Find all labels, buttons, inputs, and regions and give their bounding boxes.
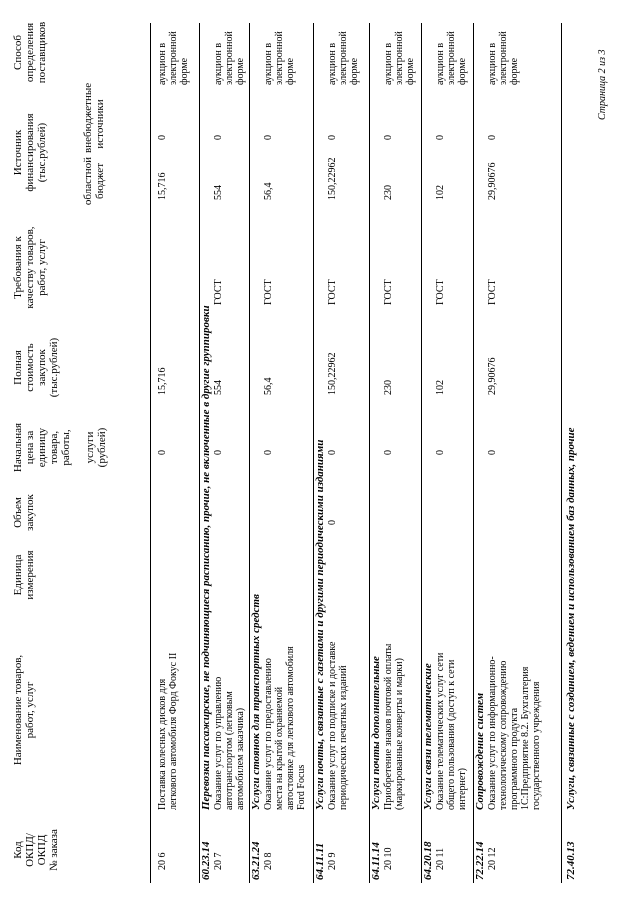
row-name	[383, 644, 405, 810]
row-price: 0	[383, 450, 394, 455]
row-method	[157, 31, 190, 85]
row-requirements: ГОСТ	[213, 279, 224, 305]
row-name-line: Оказание услуг по информационно-	[487, 656, 498, 810]
row-name-line: Оказание услуг по управлению	[213, 676, 224, 810]
row-method-line: аукцион в	[327, 42, 338, 85]
row-method-line: электронной	[338, 31, 349, 85]
row-method-line: форме	[509, 57, 520, 85]
group-code: 63.21.24	[250, 841, 262, 880]
row-name-line: периодических печатных изданий	[338, 665, 349, 810]
header-unit-line: Единица	[12, 554, 24, 596]
header-total-line: стоимость	[24, 343, 36, 392]
row-method-line: аукцион в	[263, 42, 274, 85]
row-name	[263, 646, 307, 810]
header-volume-line: закупок	[24, 494, 36, 531]
header-divider	[150, 23, 151, 883]
row-total: 56,4	[263, 377, 274, 395]
group-title: Перевозки пассажирские, не подчиняющиеся расписанию, прочие, не включенные в другие группировки	[200, 305, 212, 810]
row-name-line: (маркированные конверты и марки)	[394, 658, 405, 810]
row-method-line: аукцион в	[383, 42, 394, 85]
row-divider	[313, 23, 314, 883]
header-source-regional	[82, 155, 106, 207]
row-regional: 102	[435, 185, 446, 200]
row-method-line: форме	[405, 57, 416, 85]
header-price-line: работы,	[60, 429, 72, 466]
group-code: 72.40.13	[565, 841, 577, 880]
row-method	[487, 31, 520, 85]
row-divider	[561, 23, 562, 883]
row-method	[435, 31, 468, 85]
row-name-line: интернет)	[457, 767, 468, 810]
row-extra: 0	[327, 135, 338, 140]
header-source-extra-line: внебюджетные	[82, 82, 94, 153]
row-name-line: 1С:Предприятие 8.2. Бухгалтерия	[520, 666, 531, 810]
row-method	[327, 31, 360, 85]
row-number: 20 9	[327, 852, 338, 870]
row-name	[157, 653, 179, 810]
row-name-line: Ford Focus	[296, 764, 307, 810]
group-title: Услуги почты, связанные с газетами и другими периодическими изданиями	[314, 439, 326, 810]
header-name-line: работ, услуг	[24, 681, 36, 739]
header-requirements-line: качеству товаров,	[24, 226, 36, 309]
row-method	[383, 31, 416, 85]
row-regional: 230	[383, 185, 394, 200]
header-code-line: Код	[12, 841, 24, 859]
header-total	[12, 330, 60, 405]
row-name-line: Оказание телематических услуг сети	[435, 652, 446, 810]
group-code: 72.22.14	[474, 841, 486, 880]
header-total-line: закупок	[36, 349, 48, 386]
row-regional: 554	[213, 185, 224, 200]
header-method-line: определения	[24, 22, 36, 83]
row-divider	[249, 23, 250, 883]
header-method	[12, 15, 48, 90]
row-name	[487, 656, 542, 810]
row-price: 0	[213, 450, 224, 455]
header-source-regional-line: областной	[82, 156, 94, 206]
header-unit	[12, 545, 36, 605]
page-number: Страница 2 из 3	[597, 49, 608, 120]
header-source-regional-line: бюджет	[94, 163, 106, 199]
row-name	[213, 677, 246, 810]
header-price	[12, 415, 108, 480]
row-name-line: Оказание услуг по предоставлению	[263, 658, 274, 810]
row-total: 554	[213, 380, 224, 395]
row-price: 0	[435, 450, 446, 455]
group-code: 64.11.14	[370, 842, 382, 880]
row-price: 0	[263, 450, 274, 455]
header-source	[12, 100, 48, 205]
row-divider	[369, 23, 370, 883]
row-divider	[421, 23, 422, 883]
header-total-line: (тыс.рублей)	[48, 337, 60, 398]
header-source-extra-line: источники	[94, 99, 106, 149]
row-method	[213, 31, 246, 85]
row-extra: 0	[157, 135, 168, 140]
row-method-line: аукцион в	[213, 42, 224, 85]
group-code: 64.20.18	[422, 841, 434, 880]
row-regional: 15,716	[157, 172, 168, 200]
row-requirements: ГОСТ	[383, 279, 394, 305]
row-extra: 0	[263, 135, 274, 140]
row-method-line: форме	[349, 57, 360, 85]
row-price: 0	[157, 450, 168, 455]
row-name-line: автотранспортом (легковым	[224, 691, 235, 810]
row-method-line: форме	[179, 57, 190, 85]
header-code-line: ОКПД/	[24, 833, 36, 867]
row-extra: 0	[435, 135, 446, 140]
row-number: 20 7	[213, 852, 224, 870]
row-name-line: автостоянке для легкового автомобиля	[285, 646, 296, 810]
group-title: Услуги стоянок для транспортных средств	[250, 594, 262, 810]
row-name-line: легкового автомобиля Форд Фокус II	[168, 652, 179, 810]
row-method-line: форме	[235, 57, 246, 85]
row-regional: 56,4	[263, 182, 274, 200]
row-requirements: ГОСТ	[435, 279, 446, 305]
header-requirements-line: работ, услуг	[36, 239, 48, 296]
row-total: 102	[435, 380, 446, 395]
row-extra: 0	[487, 135, 498, 140]
row-divider	[473, 23, 474, 883]
row-extra: 0	[213, 135, 224, 140]
row-requirements: ГОСТ	[263, 279, 274, 305]
header-price-line: (рублей)	[96, 427, 108, 468]
row-number: 20 8	[263, 852, 274, 870]
row-regional: 29,90676	[487, 162, 498, 200]
header-code-line: № заказа	[48, 829, 60, 871]
header-name	[12, 610, 36, 810]
row-method-line: аукцион в	[157, 42, 168, 85]
header-unit-line: измерения	[24, 550, 36, 600]
row-requirements: ГОСТ	[487, 279, 498, 305]
row-number: 20 11	[435, 847, 446, 870]
row-method-line: форме	[457, 57, 468, 85]
row-method-line: электронной	[224, 31, 235, 85]
row-name-line: государственного учреждения	[531, 681, 542, 810]
row-name-line: автомобилем заказчика)	[235, 707, 246, 810]
group-title: Услуги, связанные с созданием, ведением и использованием баз данных, прочие	[565, 427, 577, 810]
row-method-line: электронной	[446, 31, 457, 85]
row-method-line: форме	[285, 57, 296, 85]
group-code: 64.11.11	[314, 842, 326, 880]
header-price-line: товара,	[48, 430, 60, 465]
row-method-line: электронной	[394, 31, 405, 85]
row-number: 20 12	[487, 847, 498, 870]
row-name-line: программного продукта	[509, 707, 520, 810]
row-total: 29,90676	[487, 357, 498, 395]
group-title: Сопровождение систем	[474, 692, 486, 810]
header-method-line: поставщиков	[36, 21, 48, 84]
row-requirements: ГОСТ	[327, 279, 338, 305]
row-name-line: технологическому сопровождению	[498, 660, 509, 810]
row-method-line: электронной	[274, 31, 285, 85]
header-source-line: финансирования	[24, 113, 36, 192]
row-regional: 150,22962	[327, 157, 338, 200]
header-code	[12, 820, 60, 880]
header-volume	[12, 485, 36, 540]
group-title: Услуги связи телематические	[422, 663, 434, 810]
row-volume: 0	[327, 520, 338, 525]
row-method-line: аукцион в	[487, 42, 498, 85]
row-name	[435, 653, 468, 810]
row-name-line: Оказание услуг по подписке и доставке	[327, 641, 338, 810]
row-total: 230	[383, 380, 394, 395]
row-method	[263, 31, 296, 85]
header-method-line: Способ	[12, 35, 24, 70]
row-name-line: места на крытой охраняемой	[274, 686, 285, 810]
header-price-line: услуги	[84, 431, 96, 464]
header-requirements	[12, 215, 48, 320]
header-price-line	[72, 415, 84, 480]
group-code: 60.23.14	[200, 841, 212, 880]
header-code-line: ОКПД	[36, 834, 48, 866]
header-source-line: (тыс.рублей)	[36, 122, 48, 183]
header-price-line: цена за	[24, 430, 36, 465]
row-name	[327, 642, 349, 810]
group-title: Услуги почты дополнительные	[370, 656, 382, 810]
row-number: 20 6	[157, 852, 168, 870]
row-total: 150,22962	[327, 352, 338, 395]
row-divider	[199, 23, 200, 883]
row-name-line: Поставка колесных дисков для	[157, 678, 168, 810]
row-total: 15,716	[157, 367, 168, 395]
row-name-line: Приобретение знаков почтовой оплаты	[383, 643, 394, 810]
header-source-extra	[82, 82, 106, 153]
row-name-line: общего пользования (доступ к сети	[446, 659, 457, 810]
header-requirements-line: Требования к	[12, 236, 24, 299]
row-method-line: электронной	[498, 31, 509, 85]
row-extra: 0	[383, 135, 394, 140]
header-volume-line: Объем	[12, 497, 24, 528]
row-method-line: электронной	[168, 31, 179, 85]
row-number: 20 10	[383, 847, 394, 870]
header-total-line: Полная	[12, 350, 24, 385]
header-name-line: Наименование товаров,	[12, 654, 24, 766]
row-price: 0	[487, 450, 498, 455]
header-price-line: единицу	[36, 427, 48, 468]
header-source-line: Источник	[12, 129, 24, 176]
header-price-line: Начальная	[12, 422, 24, 473]
row-method-line: аукцион в	[435, 42, 446, 85]
row-price: 0	[327, 450, 338, 455]
